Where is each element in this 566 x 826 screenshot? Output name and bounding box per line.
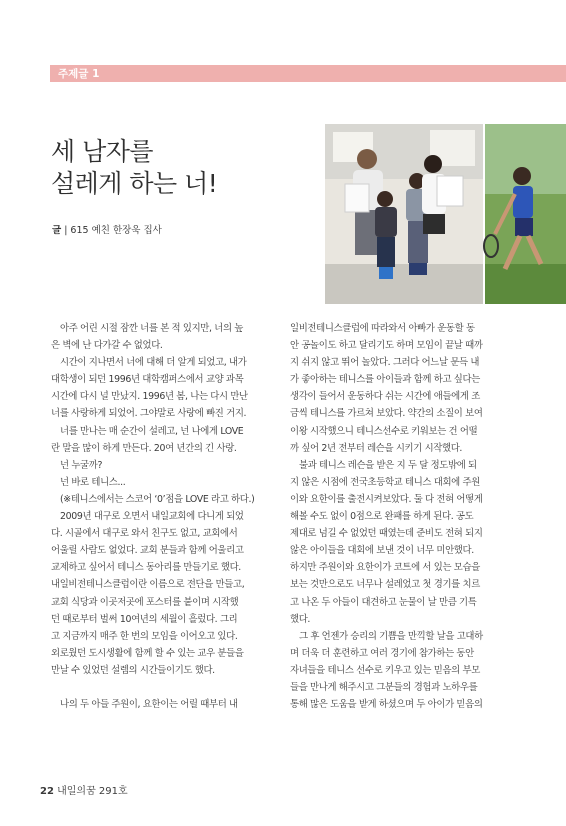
byline-prefix: 글: [52, 225, 62, 236]
text-line: 넌 누굴까?: [60, 459, 103, 471]
left-column: [51, 320, 266, 713]
text-line: 대학생이 되던 1996년 대학캠퍼스에서 교양 과목: [51, 374, 244, 386]
text-line: 들을 만나게 해주시고 그분들의 경험과 노하우를: [290, 681, 478, 693]
title-line-1: 세 남자를: [51, 137, 154, 166]
text-line: 은 벽에 난 다가갈 수 없었다.: [51, 340, 163, 352]
text-line: 안 공놀이도 하고 달리기도 하며 모임이 끝날 때까: [290, 340, 483, 352]
text-line: 너를 만나는 매 순간이 설레고, 넌 나에게 LOVE: [60, 425, 244, 437]
text-line: 통해 많은 도움을 받게 하셨으며 두 아이가 믿음의: [290, 699, 483, 711]
text-line: 교회 식당과 이곳저곳에 포스터를 붙이며 시작했: [51, 596, 239, 608]
text-line: 가 좋아하는 테니스를 아이들과 함께 하고 싶다는: [290, 374, 480, 386]
text-line: 자녀들을 테니스 선수로 키우고 있는 믿음의 부모: [290, 664, 480, 676]
text-line: (※테니스에서는 스코어 ‘0’점을 LOVE 라고 하다.): [60, 493, 255, 505]
topic-label: 주제글 1: [58, 68, 100, 80]
text-line: 던 때로부터 벌써 10여년의 세월이 흘렀다. 그리: [51, 613, 238, 625]
text-line: 했다.: [290, 613, 311, 625]
text-line: 어울릴 사람도 없었다. 교회 분들과 함께 어울리고: [51, 545, 244, 557]
text-line: 지 쉬지 않고 뛰어 놀았다. 그러다 어느날 문득 내: [290, 357, 480, 369]
text-line: 그 후 언젠가 승리의 기쁨을 만끽할 날을 고대하: [299, 630, 483, 642]
text-line: 이왕 시작했으니 테니스선수로 키워보는 건 어떨: [290, 425, 478, 437]
tennis-player-photo: [484, 124, 566, 304]
text-line: 외로웠던 도시생활에 함께 할 수 있는 교우 분들을: [51, 647, 244, 659]
right-column: [290, 320, 505, 713]
text-line: 고 나온 두 아들이 대견하고 눈물이 날 만큼 기특: [290, 596, 477, 608]
text-line: 금씩 테니스를 가르쳐 보았다. 약간의 소질이 보여: [290, 408, 483, 420]
topic-bar: [50, 65, 566, 82]
page-footer: [40, 782, 128, 797]
text-line: 넌 바로 테니스...: [60, 476, 126, 488]
paragraph-gap: [51, 679, 266, 696]
text-line: 너를 사랑하게 되었어. 그야말로 사랑에 빠진 거지.: [51, 408, 247, 420]
text-line: 며 더욱 더 훈련하고 여러 경기에 참가하는 동안: [290, 647, 474, 659]
family-photo: [325, 124, 483, 304]
text-line: 지 않은 시점에 전국초등학교 테니스 대회에 주원: [290, 476, 480, 488]
text-line: 해볼 수도 없이 0점으로 완패를 하게 된다. 공도: [290, 511, 474, 523]
text-line: 까 싶어 2년 전부터 레슨을 시키기 시작했다.: [290, 442, 463, 454]
text-line: 시간이 지나면서 너에 대해 더 알게 되었고, 내가: [60, 357, 247, 369]
byline-text: | 615 예친 한장욱 집사: [61, 225, 162, 236]
article-photo: [325, 124, 566, 304]
text-line: 만날 수 있었던 설렘의 시간들이기도 했다.: [51, 664, 215, 676]
text-line: 시간에 다시 널 만났지. 1996년 봄, 나는 다시 만난: [51, 391, 248, 403]
text-line: 생각이 들어서 운동하다 쉬는 시간에 애들에게 조: [290, 391, 480, 403]
page-number: 22: [40, 786, 54, 797]
text-line: 제대로 넘길 수 없었던 때였는데 준비도 전혀 되지: [290, 528, 483, 540]
article-title: [51, 136, 217, 200]
text-line: 란 말을 많이 하게 만든다. 20여 년간의 긴 사랑.: [51, 442, 237, 454]
text-line: 하지만 주원이와 요한이가 코트에 서 있는 모습을: [290, 562, 480, 574]
text-line: 보는 것만으로도 너무나 설레었고 첫 경기를 치르: [290, 579, 480, 591]
text-line: 2009년 대구로 오면서 내일교회에 다니게 되었: [60, 511, 244, 523]
text-line: 나의 두 아들 주원이, 요한이는 어릴 때부터 내: [60, 698, 238, 710]
byline: [52, 222, 162, 236]
magazine-issue: 내일의꿈 291호: [57, 786, 128, 797]
text-line: 다. 시골에서 대구로 와서 친구도 없고, 교회에서: [51, 528, 238, 540]
text-line: 고 지금까지 매주 한 번의 모임을 이어오고 있다.: [51, 630, 238, 642]
title-line-2: 설레게 하는 너!: [51, 169, 218, 198]
text-line: 아주 어린 시절 잠깐 너를 본 적 있지만, 너의 높: [60, 323, 244, 334]
text-line: 않은 아이들을 대회에 보낸 것이 너무 미안했다.: [290, 545, 474, 557]
text-line: 이와 요한이를 출전시켜보았다. 둘 다 전혀 어떻게: [290, 493, 483, 505]
text-line: 일비전테니스클럽에 따라와서 아빠가 운동할 동: [290, 323, 475, 334]
text-line: 교제하고 싶어서 테니스 동아리를 만들기로 했다.: [51, 562, 241, 574]
text-line: 불과 테니스 레슨을 받은 지 두 달 정도밖에 되: [299, 459, 477, 471]
text-line: 내일비전테니스클럽이란 이름으로 전단을 만들고,: [51, 579, 245, 591]
